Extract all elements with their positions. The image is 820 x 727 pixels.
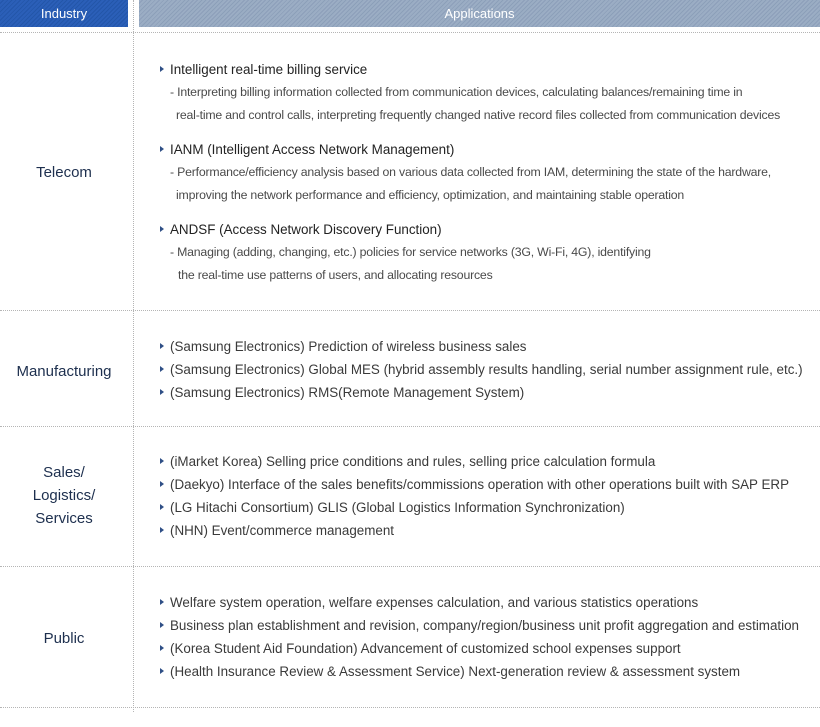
bullet-arrow-icon: [160, 226, 164, 232]
application-text: (NHN) Event/commerce management: [170, 523, 394, 538]
row-divider: [0, 310, 820, 311]
industry-public: Public: [43, 630, 85, 647]
bullet-arrow-icon: [160, 645, 164, 651]
bullet-arrow-icon: [160, 343, 164, 349]
application-title: ANDSF (Access Network Discovery Function): [170, 222, 442, 237]
application-text: (Samsung Electronics) Global MES (hybrid assembly results handling, serial number assignment rule, etc.): [170, 362, 803, 377]
application-text: (Samsung Electronics) Prediction of wireless business sales: [170, 339, 527, 354]
application-item: [160, 618, 799, 633]
industry-telecom: Telecom: [36, 164, 92, 181]
row-divider: [0, 707, 820, 708]
industry-line: Services: [35, 510, 93, 527]
application-text: Welfare system operation, welfare expenses calculation, and various statistics operations: [170, 595, 699, 610]
application-item: [160, 142, 454, 157]
applications-header: Applications: [139, 0, 820, 27]
application-item: [160, 500, 625, 515]
application-text: (iMarket Korea) Selling price conditions and rules, selling price calculation formula: [170, 454, 656, 469]
application-desc: real-time and control calls, interpreting frequently changed native record files collected from communication devices: [176, 108, 781, 122]
application-item: [160, 477, 789, 492]
bullet-arrow-icon: [160, 458, 164, 464]
bullet-arrow-icon: [160, 504, 164, 510]
application-item: [160, 362, 803, 377]
application-desc: improving the network performance and efficiency, optimization, and maintaining stable operation: [176, 188, 685, 202]
industry-line: Sales/: [43, 464, 85, 481]
industry-sales-logistics-services: [0, 461, 128, 530]
application-text: (Health Insurance Review & Assessment Service) Next-generation review & assessment system: [170, 664, 741, 679]
application-item: [160, 62, 367, 77]
industry-header: Industry: [0, 0, 128, 27]
bullet-arrow-icon: [160, 668, 164, 674]
bullet-arrow-icon: [160, 527, 164, 533]
application-item: [160, 641, 681, 656]
application-title: IANM (Intelligent Access Network Management): [170, 142, 455, 157]
application-desc: - Performance/efficiency analysis based on various data collected from IAM, determining the state of the hardware,: [170, 165, 772, 179]
application-text: Business plan establishment and revision, company/region/business unit profit aggregation and estimation: [170, 618, 799, 633]
industry-line: Logistics/: [32, 487, 96, 504]
application-item: [160, 385, 524, 400]
application-text: (Daekyo) Interface of the sales benefits/commissions operation with other operations built with SAP ERP: [170, 477, 790, 492]
application-desc: the real-time use patterns of users, and allocating resources: [178, 268, 493, 282]
bullet-arrow-icon: [160, 146, 164, 152]
bullet-arrow-icon: [160, 389, 164, 395]
bullet-arrow-icon: [160, 599, 164, 605]
application-text: (Samsung Electronics) RMS(Remote Management System): [170, 385, 525, 400]
row-divider: [0, 426, 820, 427]
application-item: [160, 222, 442, 237]
bullet-arrow-icon: [160, 481, 164, 487]
application-text: (Korea Student Aid Foundation) Advancement of customized school expenses support: [170, 641, 681, 656]
column-divider: [133, 0, 134, 712]
bullet-arrow-icon: [160, 622, 164, 628]
application-text: (LG Hitachi Consortium) GLIS (Global Logistics Information Synchronization): [170, 500, 625, 515]
application-item: [160, 595, 698, 610]
application-desc: - Managing (adding, changing, etc.) policies for service networks (3G, Wi-Fi, 4G), identifying: [170, 245, 651, 259]
application-item: [160, 523, 394, 538]
application-title: Intelligent real-time billing service: [170, 62, 368, 77]
bullet-arrow-icon: [160, 366, 164, 372]
row-divider: [0, 32, 820, 33]
row-divider: [0, 566, 820, 567]
bullet-arrow-icon: [160, 66, 164, 72]
application-item: [160, 339, 527, 354]
application-item: [160, 454, 655, 469]
application-desc: - Interpreting billing information collected from communication devices, calculating balances/remaining time in: [170, 85, 743, 99]
industry-manufacturing: Manufacturing: [16, 363, 112, 380]
application-item: [160, 664, 740, 679]
